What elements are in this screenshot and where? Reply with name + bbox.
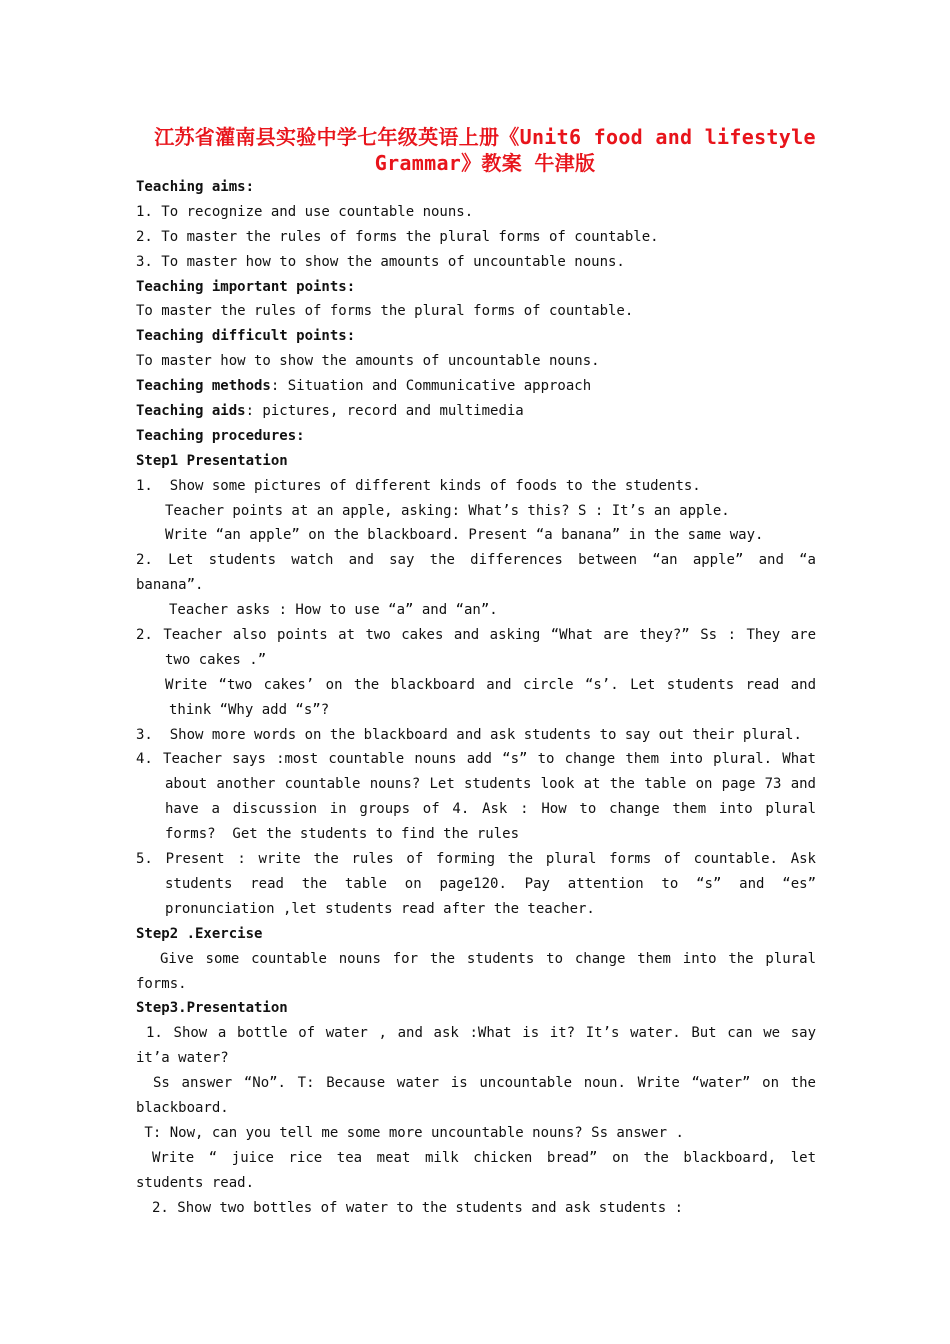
step3-heading: Step3.Presentation: [136, 1000, 288, 1017]
step3-line: Write “ juice rice tea meat milk chicken bread” on the blackboard, let: [152, 1149, 816, 1166]
step1-line: 5. Present : write the rules of forming the plural forms of countable. Ask: [136, 851, 816, 868]
step1-line: Write “two cakes’ on the blackboard and circle “s’. Let students read and: [165, 676, 816, 693]
step2-line: Give some countable nouns for the students to change them into the plural: [160, 950, 816, 967]
step1-line: 3. Show more words on the blackboard and ask students to say out their plural.: [136, 726, 802, 743]
aims-heading: Teaching aims:: [136, 179, 255, 195]
step1-line: students read the table on page120. Pay attention to “s” and “es”: [165, 875, 816, 892]
step1-line: two cakes .”: [165, 651, 267, 668]
methods-label: Teaching methods: [136, 378, 271, 395]
step1-line: about another countable nouns? Let students look at the table on page 73 and: [165, 776, 816, 793]
step1-line: Teacher asks : How to use “a” and “an”.: [169, 602, 498, 619]
step3-line: it’a water?: [136, 1050, 229, 1067]
lesson-plan-body: [136, 175, 816, 1220]
step3-line: 1. Show a bottle of water , and ask :What is it? It’s water. But can we say: [146, 1025, 816, 1042]
step1-line: Write “an apple” on the blackboard. Present “a banana” in the same way.: [165, 527, 764, 544]
step3-line: blackboard.: [136, 1099, 229, 1116]
step3-line: students read.: [136, 1174, 255, 1191]
aim-item: 2. To master the rules of forms the plural forms of countable.: [136, 228, 659, 245]
document-title: [100, 124, 870, 176]
title-line-1: 江苏省灌南县实验中学七年级英语上册《Unit6 food and lifestyle: [154, 125, 816, 149]
step1-line: 1. Show some pictures of different kinds of foods to the students.: [136, 477, 701, 494]
title-line-2: Grammar》教案 牛津版: [374, 151, 596, 175]
step3-line: 2. Show two bottles of water to the students and ask students :: [152, 1199, 684, 1216]
methods-line: [136, 374, 816, 399]
procedures-heading: Teaching procedures:: [136, 427, 305, 444]
difficult-points-heading: Teaching difficult points:: [136, 328, 356, 345]
aids-text: : pictures, record and multimedia: [245, 403, 524, 420]
step3-line: T: Now, can you tell me some more uncountable nouns? Ss answer .: [136, 1124, 684, 1141]
methods-text: : Situation and Communicative approach: [270, 378, 592, 395]
aids-line: [136, 399, 816, 424]
step1-line: banana”.: [136, 577, 204, 594]
step1-line: 2. Teacher also points at two cakes and asking “What are they?” Ss : They are: [136, 627, 816, 644]
step1-line: Teacher points at an apple, asking: What’s this? S : It’s an apple.: [165, 502, 730, 519]
important-points-heading: Teaching important points:: [136, 278, 356, 295]
step1-line: forms? Get the students to find the rules: [165, 826, 520, 843]
aim-item: 1. To recognize and use countable nouns.: [136, 203, 474, 220]
aids-label: Teaching aids: [136, 403, 246, 420]
aim-item: 3. To master how to show the amounts of uncountable nouns.: [136, 253, 625, 270]
step2-heading: Step2 .Exercise: [136, 925, 263, 942]
step1-line: think “Why add “s”?: [169, 701, 330, 718]
important-points-text: To master the rules of forms the plural forms of countable.: [136, 303, 634, 320]
step1-heading: Step1 Presentation: [136, 452, 288, 469]
difficult-points-text: To master how to show the amounts of uncountable nouns.: [136, 353, 600, 370]
step3-line: Ss answer “No”. T: Because water is uncountable noun. Write “water” on the: [153, 1075, 816, 1092]
step1-line: 4. Teacher says :most countable nouns add “s” to change them into plural. What: [136, 751, 816, 768]
step1-line: 2. Let students watch and say the differences between “an apple” and “a: [136, 552, 816, 569]
step1-line: pronunciation ,let students read after the teacher.: [165, 900, 595, 917]
step2-line: forms.: [136, 975, 187, 992]
step1-line: have a discussion in groups of 4. Ask : How to change them into plural: [165, 801, 816, 818]
